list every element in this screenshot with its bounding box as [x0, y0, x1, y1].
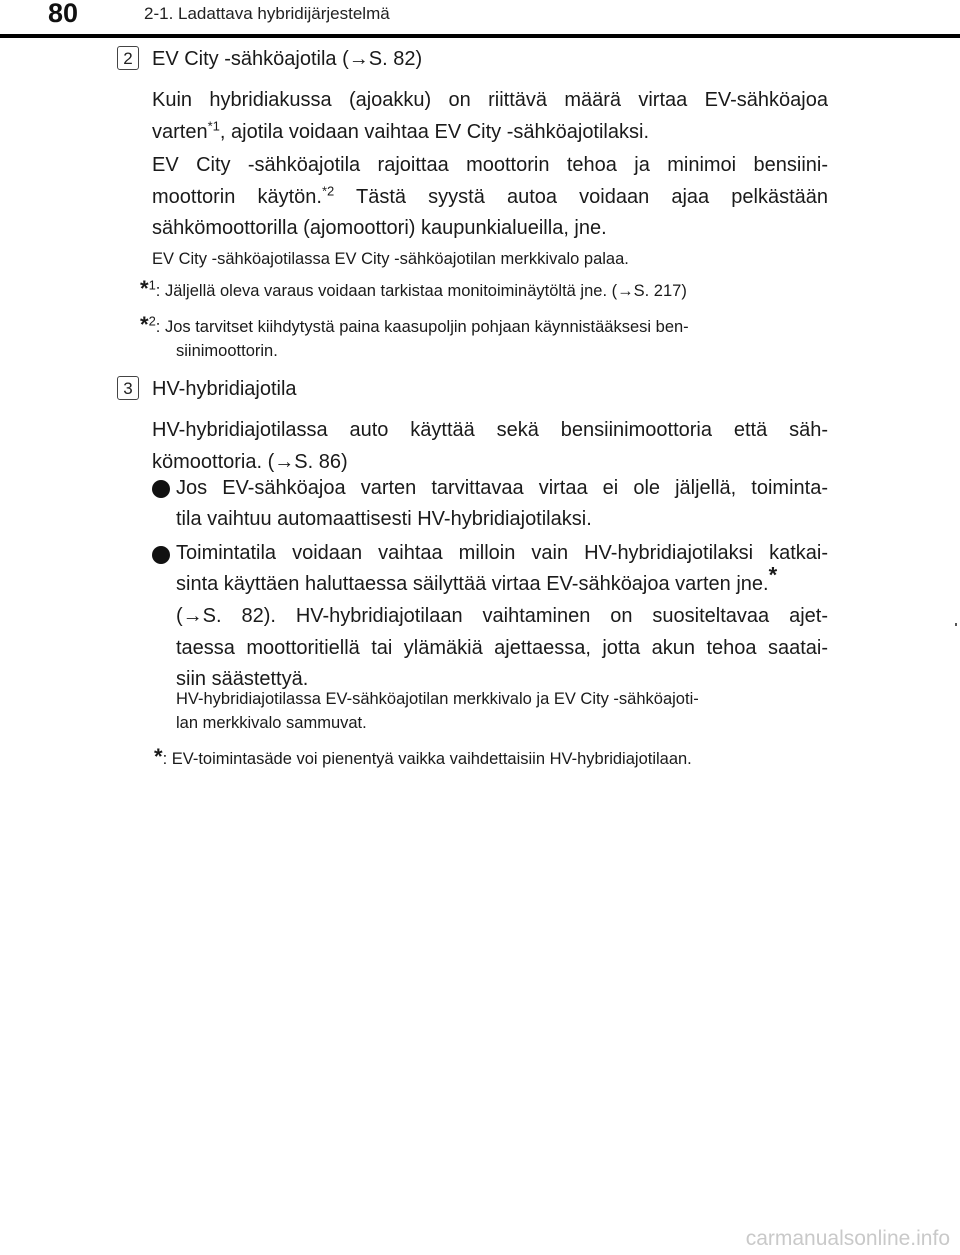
note-text: HV-hybridiajotilassa EV-sähköajotilan merkkivalo ja EV City -sähköajoti- [176, 690, 699, 708]
section-title: 2-1. Ladattava hybridijärjestelmä [144, 4, 390, 23]
note-text: lan merkkivalo sammuvat. [176, 714, 367, 732]
item-title: HV-hybridiajotila [152, 378, 297, 400]
footnote-ref: * [768, 562, 778, 588]
paragraph-line: varten$^{*1}$, ajotila voidaan vaihtaa EV City -sähköajotilaksi. [152, 118, 650, 143]
footnote: *$^2$: Jos tarvitset kiihdytystä paina kaasupoljin pohjaan käynnistääksesi ben- [140, 312, 689, 337]
bullet-line: taessa moottoritiellä tai ylämäkiä ajettaessa, jotta akun tehoa saatai- [176, 637, 828, 659]
paragraph-line: HV-hybridiajotilassa auto käyttää sekä bensiinimoottoria että säh- [152, 419, 828, 441]
paragraph-line: sähkömoottorilla (ajomoottori) kaupunkialueilla, jne. [152, 217, 607, 239]
margin-mark [955, 623, 957, 626]
footnote-ref: *1 [207, 118, 220, 134]
footnote-ref: *2 [321, 183, 335, 199]
paragraph-line: EV City -sähköajotila rajoittaa moottorin tehoa ja minimoi bensiini- [152, 154, 828, 176]
item-number-badge: 3 [117, 376, 139, 400]
paragraph-line: kömoottoria. (→S. 86) [152, 451, 348, 473]
paragraph-line: Kuin hybridiakussa (ajoakku) on riittävä määrä virtaa EV-sähköajoa [152, 89, 828, 111]
note-text: EV City -sähköajotilassa EV City -sähköajotilan merkkivalo palaa. [152, 250, 629, 268]
page-number: 80 [48, 0, 79, 28]
header-rule [0, 34, 960, 38]
paragraph-line: moottorin käytön.$^{*2}$ Tästä syystä autoa voidaan ajaa pelkästään [152, 183, 828, 208]
item-title: EV City -sähköajotila (→S. 82) [152, 48, 423, 70]
bullet-line: (→S. 82). HV-hybridiajotilaan vaihtaminen on suositeltavaa ajet- [176, 605, 828, 627]
bullet-line: Jos EV-sähköajoa varten tarvittavaa virtaa ei ole jäljellä, toiminta- [176, 477, 828, 499]
bullet-line: sinta käyttäen haluttaessa säilyttää virtaa EV-sähköajoa varten jne.* [176, 562, 778, 595]
watermark: carmanualsonline.info [745, 1227, 950, 1250]
footnote: *$^1$: Jäljellä oleva varaus voidaan tarkistaa monitoiminäytöltä jne. (→S. 217) [140, 276, 687, 301]
bullet-line: siin säästettyä. [176, 668, 309, 690]
footnote: *: EV-toimintasäde voi pienentyä vaikka vaihdettaisiin HV-hybridiajotilaan. [154, 744, 692, 769]
bullet-line: Toimintatila voidaan vaihtaa milloin vain HV-hybridiajotilaksi katkai- [176, 542, 828, 564]
bullet-icon [152, 480, 170, 498]
page-header [0, 0, 960, 30]
bullet-line: tila vaihtuu automaattisesti HV-hybridiajotilaksi. [176, 508, 592, 530]
item-number-badge: 2 [117, 46, 139, 70]
bullet-icon [152, 546, 170, 564]
footnote-continuation: siinimoottorin. [176, 342, 278, 360]
